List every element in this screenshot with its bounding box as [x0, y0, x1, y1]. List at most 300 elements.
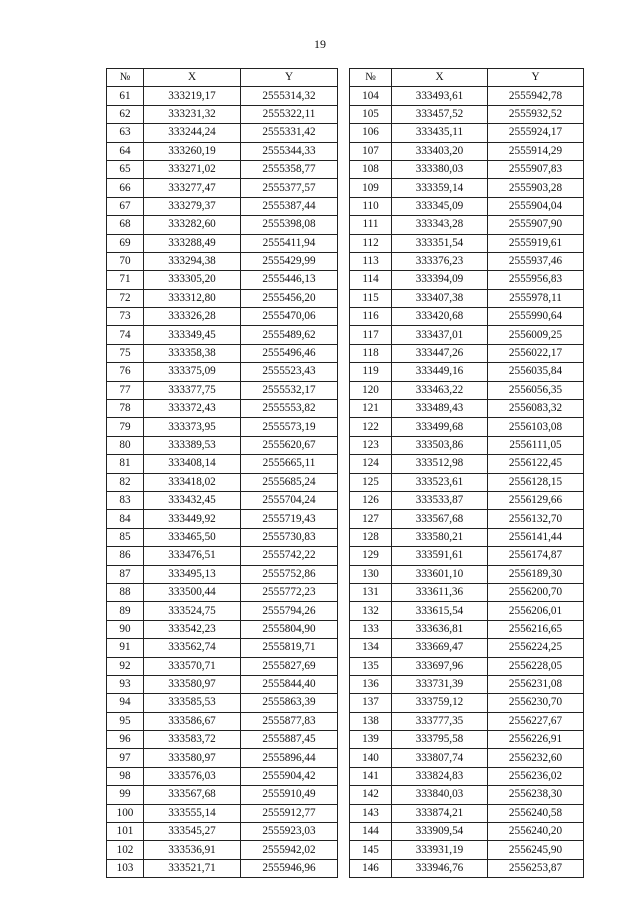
point-number-left: 74: [107, 326, 144, 344]
point-number-left: 77: [107, 381, 144, 399]
x-coordinate-left: 333271,02: [144, 160, 241, 178]
y-coordinate-right: 2556224,25: [488, 639, 584, 657]
table-row: [107, 675, 584, 693]
point-number-left: 97: [107, 749, 144, 767]
point-number-left: 94: [107, 694, 144, 712]
x-coordinate-right: 333489,43: [392, 400, 488, 418]
x-coordinate-right: 333403,20: [392, 142, 488, 160]
table-row: [107, 657, 584, 675]
point-number-right: 136: [350, 675, 392, 693]
column-gap: [338, 473, 350, 491]
x-coordinate-left: 333586,67: [144, 712, 241, 730]
column-gap: [338, 326, 350, 344]
point-number-left: 63: [107, 124, 144, 142]
table-row: [107, 841, 584, 859]
x-coordinate-left: 333521,71: [144, 859, 241, 877]
x-coordinate-right: 333946,76: [392, 859, 488, 877]
y-coordinate-left: 2555344,33: [241, 142, 338, 160]
x-coordinate-right: 333567,68: [392, 510, 488, 528]
x-coordinate-right: 333463,22: [392, 381, 488, 399]
table-row: [107, 455, 584, 473]
point-number-right: 125: [350, 473, 392, 491]
x-coordinate-left: 333555,14: [144, 804, 241, 822]
x-coordinate-right: 333669,47: [392, 639, 488, 657]
x-coordinate-right: 333499,68: [392, 418, 488, 436]
x-coordinate-left: 333282,60: [144, 216, 241, 234]
y-coordinate-right: 2556231,08: [488, 675, 584, 693]
point-number-left: 62: [107, 105, 144, 123]
point-number-left: 72: [107, 289, 144, 307]
y-coordinate-left: 2555904,42: [241, 767, 338, 785]
point-number-left: 65: [107, 160, 144, 178]
y-coordinate-left: 2555411,94: [241, 234, 338, 252]
y-coordinate-left: 2555804,90: [241, 620, 338, 638]
point-number-left: 82: [107, 473, 144, 491]
point-number-left: 92: [107, 657, 144, 675]
table-row: [107, 823, 584, 841]
column-gap: [338, 252, 350, 270]
x-coordinate-left: 333358,38: [144, 344, 241, 362]
column-gap: [338, 859, 350, 877]
header-x-left: X: [144, 69, 241, 87]
x-coordinate-right: 333601,10: [392, 565, 488, 583]
x-coordinate-left: 333312,80: [144, 289, 241, 307]
x-coordinate-right: 333394,09: [392, 271, 488, 289]
point-number-left: 91: [107, 639, 144, 657]
x-coordinate-left: 333449,92: [144, 510, 241, 528]
point-number-left: 90: [107, 620, 144, 638]
y-coordinate-left: 2555730,83: [241, 528, 338, 546]
point-number-left: 64: [107, 142, 144, 160]
table-row: [107, 381, 584, 399]
y-coordinate-right: 2556245,90: [488, 841, 584, 859]
y-coordinate-left: 2555620,67: [241, 436, 338, 454]
y-coordinate-left: 2555377,57: [241, 179, 338, 197]
point-number-right: 130: [350, 565, 392, 583]
point-number-right: 145: [350, 841, 392, 859]
y-coordinate-right: 2555903,28: [488, 179, 584, 197]
x-coordinate-right: 333376,23: [392, 252, 488, 270]
point-number-left: 80: [107, 436, 144, 454]
y-coordinate-left: 2555942,02: [241, 841, 338, 859]
x-coordinate-left: 333536,91: [144, 841, 241, 859]
column-gap: [338, 841, 350, 859]
y-coordinate-left: 2555704,24: [241, 491, 338, 509]
y-coordinate-right: 2556141,44: [488, 528, 584, 546]
x-coordinate-right: 333759,12: [392, 694, 488, 712]
column-gap: [338, 712, 350, 730]
table-row: [107, 547, 584, 565]
table-row: [107, 602, 584, 620]
y-coordinate-right: 2555932,52: [488, 105, 584, 123]
x-coordinate-right: 333840,03: [392, 786, 488, 804]
x-coordinate-right: 333824,83: [392, 767, 488, 785]
column-gap: [338, 767, 350, 785]
table-row: [107, 142, 584, 160]
point-number-right: 131: [350, 583, 392, 601]
x-coordinate-right: 333636,81: [392, 620, 488, 638]
point-number-right: 113: [350, 252, 392, 270]
point-number-right: 116: [350, 308, 392, 326]
y-coordinate-right: 2556122,45: [488, 455, 584, 473]
y-coordinate-left: 2555429,99: [241, 252, 338, 270]
x-coordinate-left: 333373,95: [144, 418, 241, 436]
table-row: [107, 767, 584, 785]
y-coordinate-right: 2556232,60: [488, 749, 584, 767]
column-gap: [338, 289, 350, 307]
x-coordinate-left: 333576,03: [144, 767, 241, 785]
point-number-right: 115: [350, 289, 392, 307]
y-coordinate-right: 2556240,20: [488, 823, 584, 841]
y-coordinate-left: 2555910,49: [241, 786, 338, 804]
point-number-right: 106: [350, 124, 392, 142]
y-coordinate-right: 2555924,17: [488, 124, 584, 142]
x-coordinate-left: 333567,68: [144, 786, 241, 804]
point-number-left: 68: [107, 216, 144, 234]
y-coordinate-left: 2555946,96: [241, 859, 338, 877]
x-coordinate-left: 333288,49: [144, 234, 241, 252]
column-gap: [338, 491, 350, 509]
column-gap: [338, 69, 350, 87]
point-number-left: 100: [107, 804, 144, 822]
y-coordinate-left: 2555553,82: [241, 400, 338, 418]
y-coordinate-left: 2555456,20: [241, 289, 338, 307]
column-gap: [338, 565, 350, 583]
y-coordinate-right: 2556009,25: [488, 326, 584, 344]
x-coordinate-left: 333580,97: [144, 749, 241, 767]
y-coordinate-left: 2555685,24: [241, 473, 338, 491]
table-row: [107, 620, 584, 638]
y-coordinate-right: 2556226,91: [488, 731, 584, 749]
table-row: [107, 308, 584, 326]
point-number-right: 134: [350, 639, 392, 657]
y-coordinate-right: 2556103,08: [488, 418, 584, 436]
table-row: [107, 252, 584, 270]
x-coordinate-right: 333512,98: [392, 455, 488, 473]
coordinates-table: [106, 68, 584, 878]
column-gap: [338, 234, 350, 252]
x-coordinate-right: 333931,19: [392, 841, 488, 859]
table-row: [107, 510, 584, 528]
y-coordinate-left: 2555719,43: [241, 510, 338, 528]
point-number-right: 114: [350, 271, 392, 289]
point-number-right: 135: [350, 657, 392, 675]
y-coordinate-left: 2555665,11: [241, 455, 338, 473]
x-coordinate-left: 333495,13: [144, 565, 241, 583]
table-row: [107, 749, 584, 767]
x-coordinate-left: 333231,32: [144, 105, 241, 123]
x-coordinate-left: 333305,20: [144, 271, 241, 289]
point-number-left: 79: [107, 418, 144, 436]
column-gap: [338, 160, 350, 178]
point-number-right: 144: [350, 823, 392, 841]
point-number-left: 101: [107, 823, 144, 841]
y-coordinate-right: 2556128,15: [488, 473, 584, 491]
point-number-left: 89: [107, 602, 144, 620]
column-gap: [338, 786, 350, 804]
x-coordinate-right: 333435,11: [392, 124, 488, 142]
point-number-left: 76: [107, 363, 144, 381]
table-row: [107, 124, 584, 142]
point-number-right: 140: [350, 749, 392, 767]
y-coordinate-right: 2555978,11: [488, 289, 584, 307]
table-row: [107, 859, 584, 877]
y-coordinate-left: 2555896,44: [241, 749, 338, 767]
y-coordinate-right: 2556236,02: [488, 767, 584, 785]
point-number-left: 73: [107, 308, 144, 326]
y-coordinate-right: 2556083,32: [488, 400, 584, 418]
x-coordinate-right: 333909,54: [392, 823, 488, 841]
y-coordinate-left: 2555446,13: [241, 271, 338, 289]
table-row: [107, 436, 584, 454]
x-coordinate-left: 333408,14: [144, 455, 241, 473]
y-coordinate-left: 2555772,23: [241, 583, 338, 601]
x-coordinate-right: 333359,14: [392, 179, 488, 197]
table-row: [107, 271, 584, 289]
table-row: [107, 289, 584, 307]
y-coordinate-right: 2555904,04: [488, 197, 584, 215]
point-number-left: 99: [107, 786, 144, 804]
point-number-left: 69: [107, 234, 144, 252]
header-num-left: №: [107, 69, 144, 87]
x-coordinate-right: 333697,96: [392, 657, 488, 675]
point-number-left: 88: [107, 583, 144, 601]
x-coordinate-right: 333447,26: [392, 344, 488, 362]
header-num-right: №: [350, 69, 392, 87]
x-coordinate-left: 333583,72: [144, 731, 241, 749]
point-number-left: 98: [107, 767, 144, 785]
y-coordinate-right: 2556253,87: [488, 859, 584, 877]
x-coordinate-left: 333277,47: [144, 179, 241, 197]
y-coordinate-right: 2556129,66: [488, 491, 584, 509]
y-coordinate-right: 2556216,65: [488, 620, 584, 638]
point-number-left: 78: [107, 400, 144, 418]
table-row: [107, 731, 584, 749]
point-number-left: 81: [107, 455, 144, 473]
x-coordinate-right: 333615,54: [392, 602, 488, 620]
x-coordinate-left: 333524,75: [144, 602, 241, 620]
x-coordinate-left: 333349,45: [144, 326, 241, 344]
column-gap: [338, 547, 350, 565]
point-number-right: 118: [350, 344, 392, 362]
point-number-right: 107: [350, 142, 392, 160]
header-x-right: X: [392, 69, 488, 87]
column-gap: [338, 657, 350, 675]
x-coordinate-left: 333244,24: [144, 124, 241, 142]
table-row: [107, 197, 584, 215]
y-coordinate-left: 2555470,06: [241, 308, 338, 326]
point-number-right: 127: [350, 510, 392, 528]
point-number-right: 112: [350, 234, 392, 252]
x-coordinate-right: 333449,16: [392, 363, 488, 381]
y-coordinate-right: 2555919,61: [488, 234, 584, 252]
y-coordinate-left: 2555489,62: [241, 326, 338, 344]
point-number-left: 87: [107, 565, 144, 583]
column-gap: [338, 87, 350, 105]
x-coordinate-left: 333326,28: [144, 308, 241, 326]
y-coordinate-right: 2556035,84: [488, 363, 584, 381]
column-gap: [338, 694, 350, 712]
column-gap: [338, 308, 350, 326]
column-gap: [338, 749, 350, 767]
y-coordinate-right: 2556132,70: [488, 510, 584, 528]
x-coordinate-left: 333562,74: [144, 639, 241, 657]
column-gap: [338, 804, 350, 822]
point-number-left: 96: [107, 731, 144, 749]
y-coordinate-left: 2555742,22: [241, 547, 338, 565]
table-row: [107, 639, 584, 657]
x-coordinate-right: 333611,36: [392, 583, 488, 601]
y-coordinate-right: 2556240,58: [488, 804, 584, 822]
point-number-right: 129: [350, 547, 392, 565]
y-coordinate-right: 2555907,90: [488, 216, 584, 234]
point-number-right: 126: [350, 491, 392, 509]
x-coordinate-left: 333375,09: [144, 363, 241, 381]
point-number-right: 146: [350, 859, 392, 877]
column-gap: [338, 639, 350, 657]
table-row: [107, 418, 584, 436]
y-coordinate-left: 2555819,71: [241, 639, 338, 657]
point-number-right: 142: [350, 786, 392, 804]
y-coordinate-right: 2556111,05: [488, 436, 584, 454]
table-row: [107, 400, 584, 418]
x-coordinate-right: 333493,61: [392, 87, 488, 105]
x-coordinate-right: 333523,61: [392, 473, 488, 491]
y-coordinate-right: 2555942,78: [488, 87, 584, 105]
y-coordinate-right: 2555956,83: [488, 271, 584, 289]
x-coordinate-right: 333807,74: [392, 749, 488, 767]
x-coordinate-right: 333591,61: [392, 547, 488, 565]
table-row: [107, 712, 584, 730]
x-coordinate-left: 333500,44: [144, 583, 241, 601]
y-coordinate-left: 2555496,46: [241, 344, 338, 362]
x-coordinate-left: 333545,27: [144, 823, 241, 841]
y-coordinate-right: 2556189,30: [488, 565, 584, 583]
y-coordinate-right: 2555937,46: [488, 252, 584, 270]
column-gap: [338, 731, 350, 749]
point-number-right: 104: [350, 87, 392, 105]
point-number-left: 85: [107, 528, 144, 546]
column-gap: [338, 344, 350, 362]
x-coordinate-right: 333457,52: [392, 105, 488, 123]
x-coordinate-right: 333731,39: [392, 675, 488, 693]
x-coordinate-left: 333542,23: [144, 620, 241, 638]
point-number-right: 105: [350, 105, 392, 123]
x-coordinate-left: 333260,19: [144, 142, 241, 160]
y-coordinate-right: 2556174,87: [488, 547, 584, 565]
point-number-right: 138: [350, 712, 392, 730]
y-coordinate-left: 2555314,32: [241, 87, 338, 105]
y-coordinate-right: 2556022,17: [488, 344, 584, 362]
point-number-right: 108: [350, 160, 392, 178]
x-coordinate-left: 333432,45: [144, 491, 241, 509]
y-coordinate-right: 2555907,83: [488, 160, 584, 178]
column-gap: [338, 510, 350, 528]
point-number-right: 143: [350, 804, 392, 822]
x-coordinate-right: 333437,01: [392, 326, 488, 344]
table-header-row: [107, 69, 584, 87]
table-row: [107, 694, 584, 712]
x-coordinate-left: 333389,53: [144, 436, 241, 454]
table-row: [107, 528, 584, 546]
y-coordinate-right: 2556227,67: [488, 712, 584, 730]
y-coordinate-right: 2556228,05: [488, 657, 584, 675]
x-coordinate-right: 333795,58: [392, 731, 488, 749]
y-coordinate-right: 2555914,29: [488, 142, 584, 160]
table-row: [107, 105, 584, 123]
y-coordinate-left: 2555912,77: [241, 804, 338, 822]
point-number-left: 70: [107, 252, 144, 270]
point-number-left: 67: [107, 197, 144, 215]
table-row: [107, 326, 584, 344]
y-coordinate-left: 2555877,83: [241, 712, 338, 730]
y-coordinate-left: 2555532,17: [241, 381, 338, 399]
y-coordinate-left: 2555752,86: [241, 565, 338, 583]
table-row: [107, 473, 584, 491]
point-number-right: 124: [350, 455, 392, 473]
column-gap: [338, 823, 350, 841]
table-body: [107, 87, 584, 878]
point-number-right: 109: [350, 179, 392, 197]
y-coordinate-left: 2555844,40: [241, 675, 338, 693]
table-row: [107, 804, 584, 822]
point-number-right: 121: [350, 400, 392, 418]
page-number: 19: [314, 37, 326, 51]
point-number-left: 75: [107, 344, 144, 362]
y-coordinate-left: 2555827,69: [241, 657, 338, 675]
y-coordinate-left: 2555322,11: [241, 105, 338, 123]
x-coordinate-left: 333580,97: [144, 675, 241, 693]
column-gap: [338, 381, 350, 399]
point-number-left: 95: [107, 712, 144, 730]
y-coordinate-right: 2556056,35: [488, 381, 584, 399]
column-gap: [338, 602, 350, 620]
x-coordinate-right: 333351,54: [392, 234, 488, 252]
point-number-right: 123: [350, 436, 392, 454]
column-gap: [338, 216, 350, 234]
column-gap: [338, 455, 350, 473]
header-y-right: Y: [488, 69, 584, 87]
column-gap: [338, 400, 350, 418]
column-gap: [338, 271, 350, 289]
point-number-left: 84: [107, 510, 144, 528]
point-number-left: 103: [107, 859, 144, 877]
point-number-right: 120: [350, 381, 392, 399]
x-coordinate-left: 333219,17: [144, 87, 241, 105]
x-coordinate-left: 333570,71: [144, 657, 241, 675]
x-coordinate-right: 333580,21: [392, 528, 488, 546]
table-row: [107, 491, 584, 509]
point-number-right: 139: [350, 731, 392, 749]
x-coordinate-right: 333343,28: [392, 216, 488, 234]
point-number-right: 137: [350, 694, 392, 712]
table-row: [107, 216, 584, 234]
y-coordinate-left: 2555523,43: [241, 363, 338, 381]
column-gap: [338, 363, 350, 381]
column-gap: [338, 105, 350, 123]
column-gap: [338, 675, 350, 693]
x-coordinate-left: 333585,53: [144, 694, 241, 712]
y-coordinate-left: 2555923,03: [241, 823, 338, 841]
y-coordinate-left: 2555794,26: [241, 602, 338, 620]
x-coordinate-left: 333418,02: [144, 473, 241, 491]
point-number-right: 128: [350, 528, 392, 546]
y-coordinate-left: 2555573,19: [241, 418, 338, 436]
point-number-right: 119: [350, 363, 392, 381]
y-coordinate-left: 2555358,77: [241, 160, 338, 178]
table-row: [107, 344, 584, 362]
y-coordinate-left: 2555331,42: [241, 124, 338, 142]
